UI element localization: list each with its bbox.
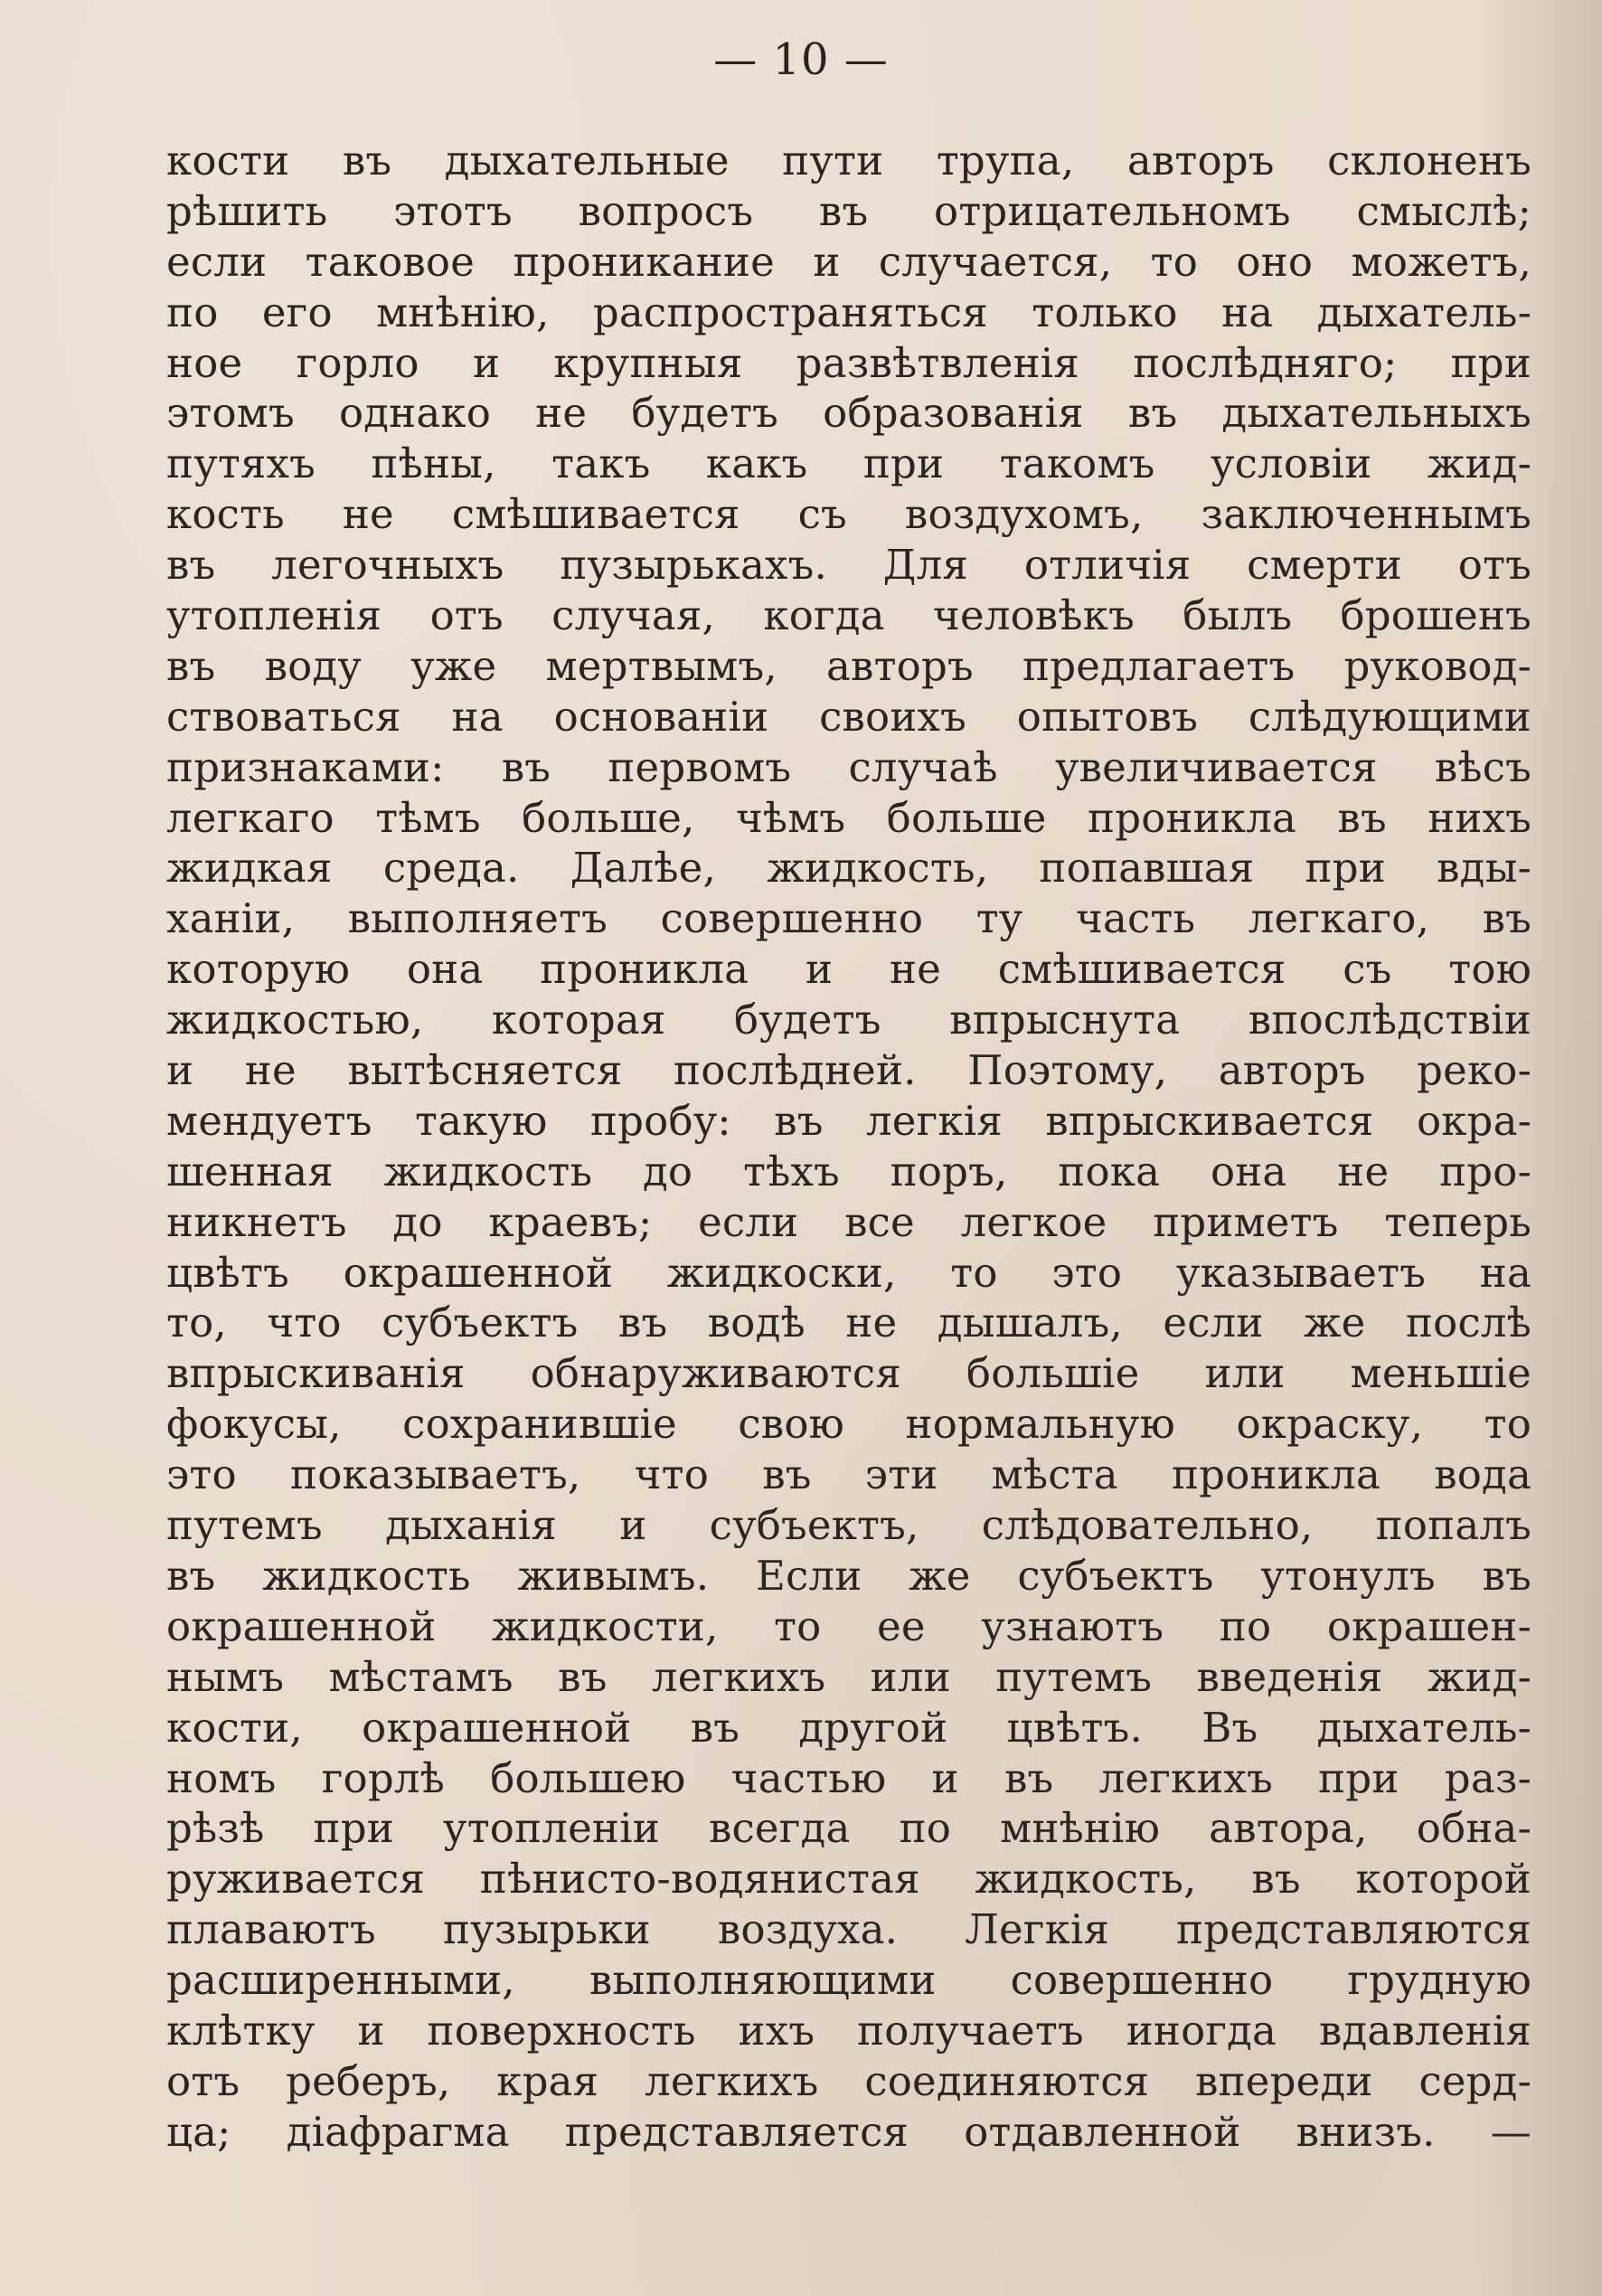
text-line: то, что субъектъ въ водѣ не дышалъ, если же послѣ — [166, 1299, 1531, 1347]
text-line: если таковое проникание и случается, то оно можетъ, — [166, 237, 1531, 286]
text-line: рѣзѣ при утопленіи всегда по мнѣнію автора, обна- — [166, 1804, 1531, 1853]
text-line: это показываетъ, что въ эти мѣста проникла вода — [166, 1450, 1531, 1499]
text-line: ца; діафрагма представляется отдавленной внизъ. — — [166, 2107, 1531, 2156]
text-line: легкаго тѣмъ больше, чѣмъ больше проникла въ нихъ — [166, 793, 1531, 842]
text-line: никнетъ до краевъ; если все легкое приметъ теперь — [166, 1197, 1531, 1246]
text-line: по его мнѣнію, распространяться только на дыхатель- — [166, 288, 1531, 336]
text-line: рѣшить этотъ вопросъ въ отрицательномъ смыслѣ; — [166, 186, 1531, 235]
text-line: признаками: въ первомъ случаѣ увеличивается вѣсъ — [166, 742, 1531, 791]
text-line: ное горло и крупныя развѣтвленія послѣдняго; при — [166, 338, 1531, 387]
text-line: расширенными, выполняющими совершенно грудную — [166, 1956, 1531, 2005]
text-line: и не вытѣсняется послѣдней. Поэтому, авторъ реко- — [166, 1046, 1531, 1095]
text-line: шенная жидкость до тѣхъ поръ, пока она не про- — [166, 1147, 1531, 1195]
text-line: утопленія отъ случая, когда человѣкъ былъ брошенъ — [166, 591, 1531, 640]
text-line: номъ горлѣ большею частью и въ легкихъ при раз- — [166, 1753, 1531, 1802]
text-line: жидкая среда. Далѣе, жидкость, попавшая при вды- — [166, 844, 1531, 893]
text-line: въ воду уже мертвымъ, авторъ предлагаетъ руковод- — [166, 641, 1531, 690]
text-line: клѣтку и поверхность ихъ получаетъ иногда вдавленія — [166, 2006, 1531, 2055]
text-line: ствоваться на основаніи своихъ опытовъ слѣдующими — [166, 692, 1531, 741]
text-line: кости, окрашенной въ другой цвѣтъ. Въ дыхатель- — [166, 1703, 1531, 1752]
text-line: руживается пѣнисто-водянистая жидкость, въ которой — [166, 1855, 1531, 1904]
text-line: плаваютъ пузырьки воздуха. Легкія представляются — [166, 1905, 1531, 1954]
text-line: цвѣтъ окрашенной жидкоски, то это указываетъ на — [166, 1248, 1531, 1297]
text-line: ханіи, выполняетъ совершенно ту часть легкаго, въ — [166, 894, 1531, 943]
text-line: этомъ однако не будетъ образованія въ дыхательныхъ — [166, 389, 1531, 438]
text-line: которую она проникла и не смѣшивается съ тою — [166, 945, 1531, 994]
text-line: фокусы, сохранившіе свою нормальную окраску, то — [166, 1400, 1531, 1449]
text-line: кость не смѣшивается съ воздухомъ, заключеннымъ — [166, 490, 1531, 539]
page-number: — 10 — — [713, 34, 889, 85]
text-line: путемъ дыханія и субъектъ, слѣдовательно, попалъ — [166, 1501, 1531, 1550]
text-line: жидкостью, которая будетъ впрыснута впослѣдствіи — [166, 996, 1531, 1044]
text-line: кости въ дыхательные пути трупа, авторъ склоненъ — [166, 137, 1531, 184]
text-line: нымъ мѣстамъ въ легкихъ или путемъ введенія жид- — [166, 1652, 1531, 1701]
text-line: окрашенной жидкости, то ее узнаютъ по окрашен- — [166, 1602, 1531, 1650]
text-line: въ легочныхъ пузырькахъ. Для отличія смерти отъ — [166, 541, 1531, 590]
text-line: отъ реберъ, края легкихъ соединяются впереди серд- — [166, 2056, 1531, 2105]
body-text — [166, 136, 1531, 2158]
text-line: въ жидкость живымъ. Если же субъектъ утонулъ въ — [166, 1551, 1531, 1600]
text-line: мендуетъ такую пробу: въ легкія впрыскивается окра- — [166, 1096, 1531, 1145]
text-line: путяхъ пѣны, такъ какъ при такомъ условіи жид- — [166, 439, 1531, 488]
text-line: впрыскиванія обнаруживаются большіе или меньшіе — [166, 1349, 1531, 1398]
